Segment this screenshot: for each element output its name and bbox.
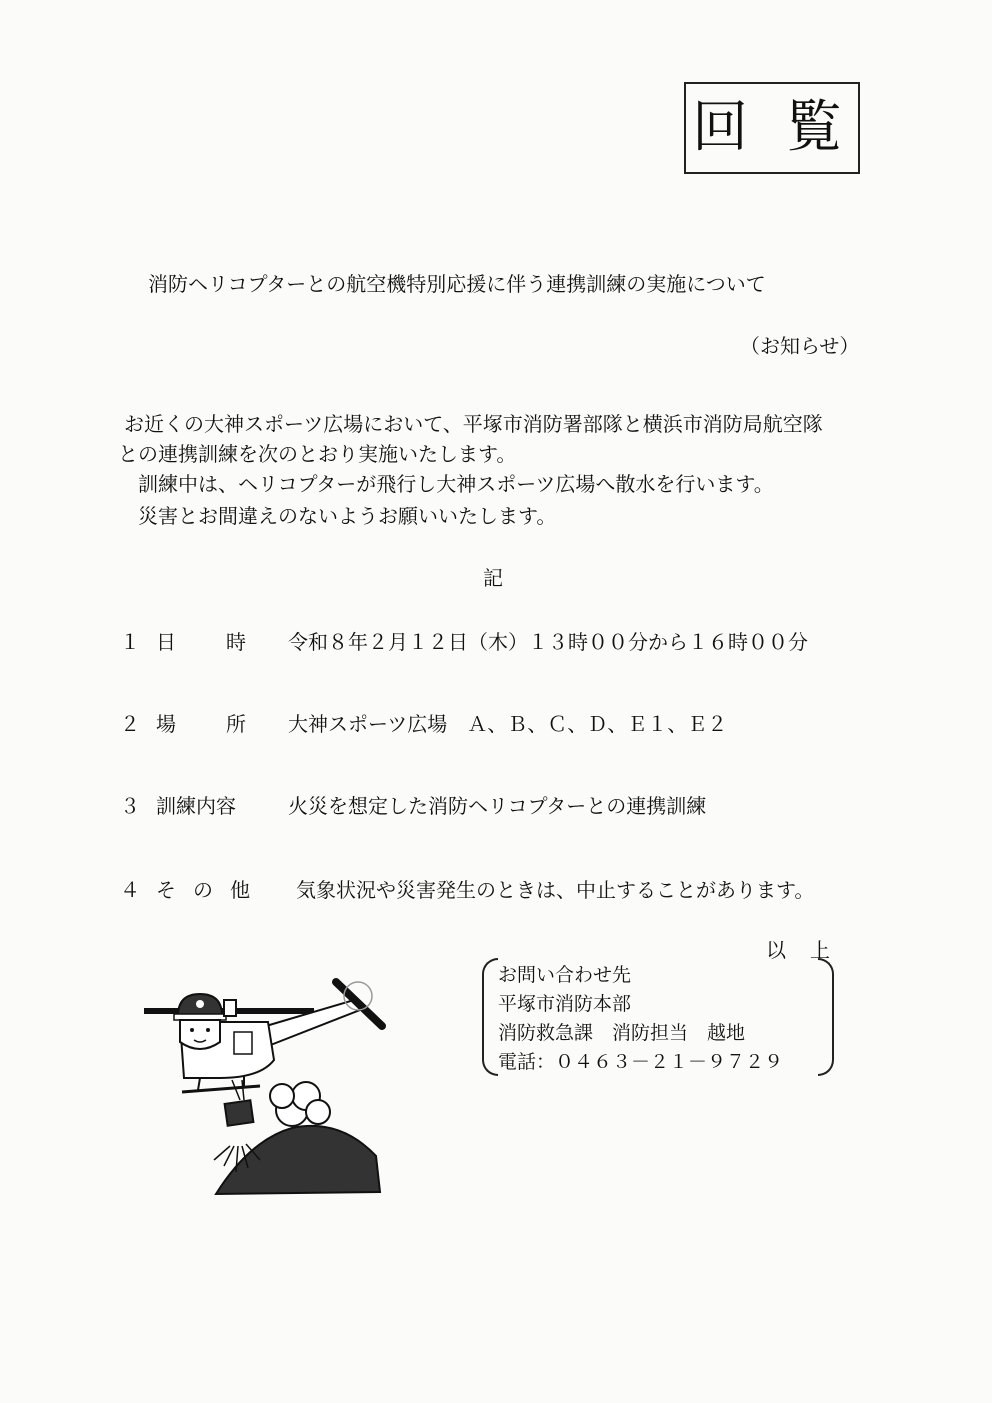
item-label [156,626,246,655]
tail-boom [266,1000,360,1046]
closing-ijo: 以上 [766,938,854,962]
item-datetime [120,626,880,656]
contact-phone: 電話：０４６３－２１－９７２９ [498,1051,784,1073]
item-label [156,708,246,737]
ki-heading: 記 [483,566,503,590]
item-label: 訓練内容 [156,794,236,818]
item-place [120,708,880,738]
contact-organization: 平塚市消防本部 [498,993,632,1015]
item-label-char: 所 [226,712,246,736]
kairan-stamp: 回 覧 [684,82,860,174]
item-label-char: 場 [156,712,176,736]
item-label-char: そ [156,878,176,902]
item-value: 大神スポーツ広場 Ａ、Ｂ、Ｃ、Ｄ、Ｅ１、Ｅ２ [288,712,728,736]
body-line-3: 訓練中は、ヘリコプターが飛行し大神スポーツ広場へ散水を行います。 [138,472,774,496]
item-number: ４ [120,878,140,902]
body-line-1: お近くの大神スポーツ広場において、平塚市消防署部隊と横浜市消防局航空隊 [124,412,823,436]
item-number: １ [120,630,140,654]
item-other [120,874,880,904]
item-value: 気象状況や災害発生のときは、中止することがあります。 [296,878,815,902]
item-label-char: 時 [226,630,246,654]
smoke-icon [270,1082,330,1126]
item-value: 令和８年２月１２日（木）１３時００分から１６時００分 [288,630,808,654]
body-line-2: との連携訓練を次のとおり実施いたします。 [118,442,517,466]
contact-heading: お問い合わせ先 [498,964,632,986]
item-label-char: 他 [230,878,250,902]
contact-department: 消防救急課 消防担当 越地 [498,1022,746,1044]
firefighter-pilot-icon [174,994,226,1049]
skid [182,1086,260,1092]
contact-box [482,958,834,1076]
item-label-char: の [193,878,213,902]
body-line-4: 災害とお間違えのないようお願いいたします。 [138,504,557,528]
item-label-char: 日 [156,630,176,654]
right-bracket [818,958,834,1076]
helicopter-illustration [140,960,400,1200]
item-number: ２ [120,712,140,736]
notice-title: 消防ヘリコプターとの航空機特別応援に伴う連携訓練の実施について [148,272,766,296]
notice-subtitle: （お知らせ） [740,334,860,358]
left-bracket [482,958,498,1076]
item-label [156,874,250,903]
item-training-content [120,790,880,820]
mountain-icon [216,1126,380,1194]
item-number: ３ [120,794,140,818]
item-value: 火災を想定した消防ヘリコプターとの連携訓練 [288,794,707,818]
